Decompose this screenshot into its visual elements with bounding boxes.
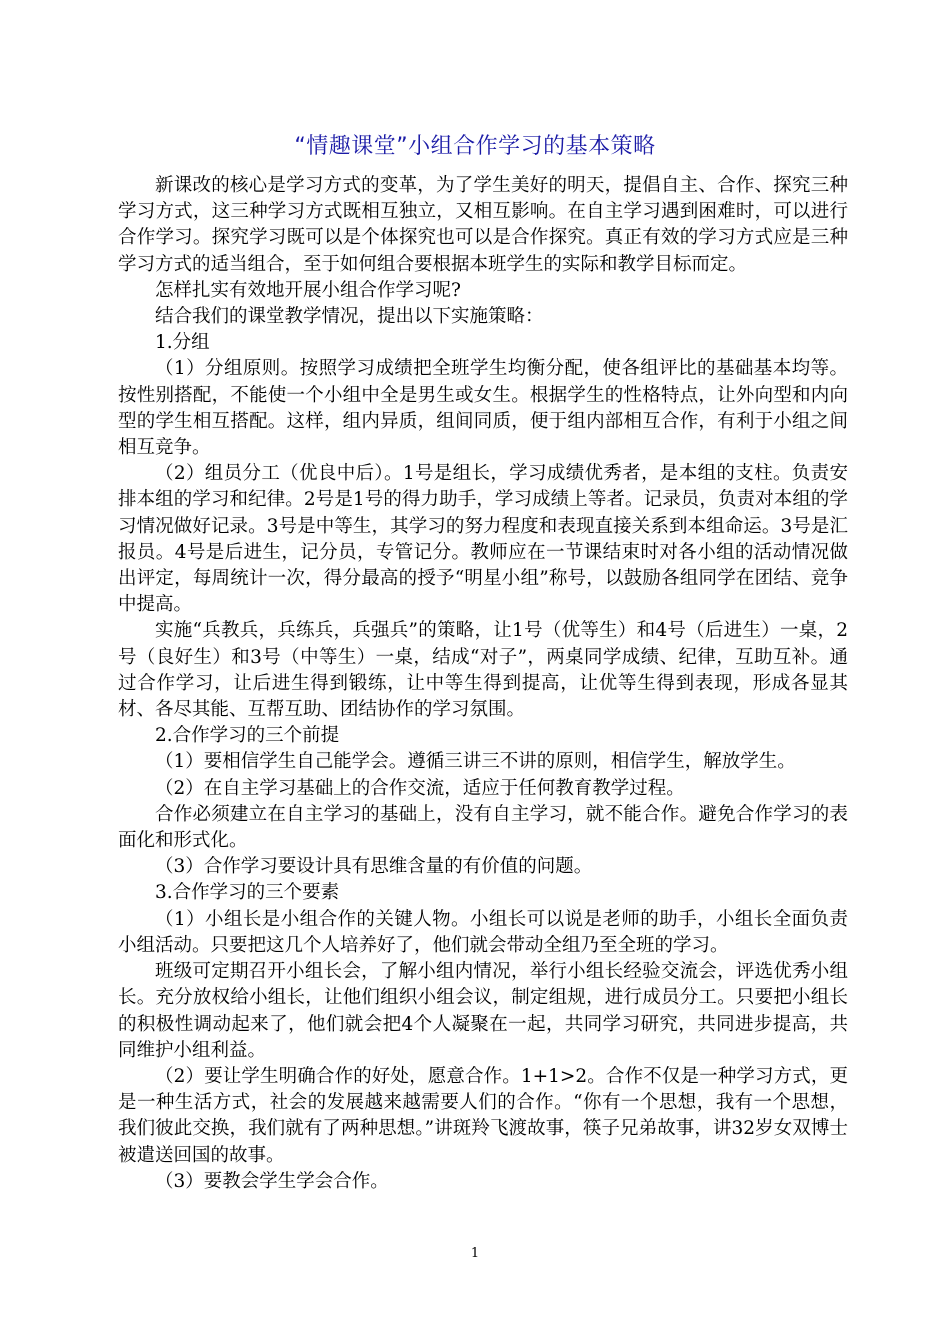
- section-heading-premises: 2.合作学习的三个前提: [155, 725, 340, 747]
- section-heading-elements: 3.合作学习的三个要素: [155, 882, 340, 904]
- section-heading-grouping: 1.分组: [155, 332, 210, 354]
- paragraph-premise-2-detail: 合作必须建立在自主学习的基础上，没有自主学习，就不能合作。避免合作学习的表面化和形式化。: [118, 803, 848, 852]
- paragraph-premise-3: （3）合作学习要设计具有思维含量的有价值的问题。: [155, 856, 593, 878]
- paragraph-question: 怎样扎实有效地开展小组合作学习呢?: [155, 279, 461, 301]
- paragraph-strategy-lead: 结合我们的课堂教学情况，提出以下实施策略：: [155, 306, 544, 328]
- paragraph-element-2: （2）要让学生明确合作的好处，愿意合作。1+1>2。合作不仅是一种学习方式，更是一种生活方式，社会的发展越来越需要人们的合作。“你有一个思想，我有一个思想，我们彼此交换，我们就有了两种思想。”讲斑羚飞渡故事，筷子兄弟故事，讲32岁女双博士被遣送回国的故事。: [118, 1065, 848, 1166]
- paragraph-element-3: （3）要教会学生学会合作。: [155, 1170, 389, 1192]
- document-body: [118, 173, 848, 1195]
- paragraph-premise-1: （1）要相信学生自己能学会。遵循三讲三不讲的原则，相信学生，解放学生。: [155, 751, 796, 773]
- paragraph-grouping-principle: （1）分组原则。按照学习成绩把全班学生均衡分配，使各组评比的基础基本均等。按性别搭配，不能使一个小组中全是男生或女生。根据学生的性格特点，让外向型和内向型的学生相互搭配。这样，组内异质，组间同质，便于组内部相互合作，有利于小组之间相互竞争。: [118, 358, 848, 459]
- page-number: 1: [470, 1246, 480, 1261]
- paragraph-peer-strategy: 实施“兵教兵，兵练兵，兵强兵”的策略，让1号（优等生）和4号（后进生）一桌，2号（良好生）和3号（中等生）一桌，结成“对子”，两桌同学成绩、纪律，互助互补。通过合作学习，让后进生得到锻练，让中等生得到提高，让优等生得到表现，形成各显其材、各尽其能、互帮互助、团结协作的学习氛围。: [118, 620, 848, 721]
- paragraph-member-roles: （2）组员分工（优良中后）。1号是组长，学习成绩优秀者，是本组的支柱。负责安排本组的学习和纪律。2号是1号的得力助手，学习成绩上等者。记录员，负责对本组的学习情况做好记录。3号是中等生，其学习的努力程度和表现直接关系到本组命运。3号是汇报员。4号是后进生，记分员，专管记分。教师应在一节课结束时对各小组的活动情况做出评定，每周统计一次，得分最高的授予“明星小组”称号，以鼓励各组同学在团结、竞争中提高。: [118, 463, 848, 616]
- document-title: “情趣课堂”小组合作学习的基本策略: [294, 134, 656, 159]
- paragraph-intro: 新课改的核心是学习方式的变革，为了学生美好的明天，提倡自主、合作、探究三种学习方式，这三种学习方式既相互独立，又相互影响。在自主学习遇到困难时，可以进行合作学习。探究学习既可以是个体探究也可以是合作探究。真正有效的学习方式应是三种学习方式的适当组合，至于如何组合要根据本班学生的实际和教学目标而定。: [118, 175, 848, 275]
- paragraph-element-1-detail: 班级可定期召开小组长会，了解小组内情况，举行小组长经验交流会，评选优秀小组长。充分放权给小组长，让他们组织小组会议，制定组规，进行成员分工。只要把小组长的积极性调动起来了，他们就会把4个人凝聚在一起，共同学习研究，共同进步提高，共同维护小组利益。: [118, 961, 848, 1061]
- paragraph-element-1: （1）小组长是小组合作的关键人物。小组长可以说是老师的助手，小组长全面负责小组活动。只要把这几个人培养好了，他们就会带动全组乃至全班的学习。: [118, 908, 848, 956]
- paragraph-premise-2: （2）在自主学习基础上的合作交流，适应于任何教育教学过程。: [155, 777, 685, 799]
